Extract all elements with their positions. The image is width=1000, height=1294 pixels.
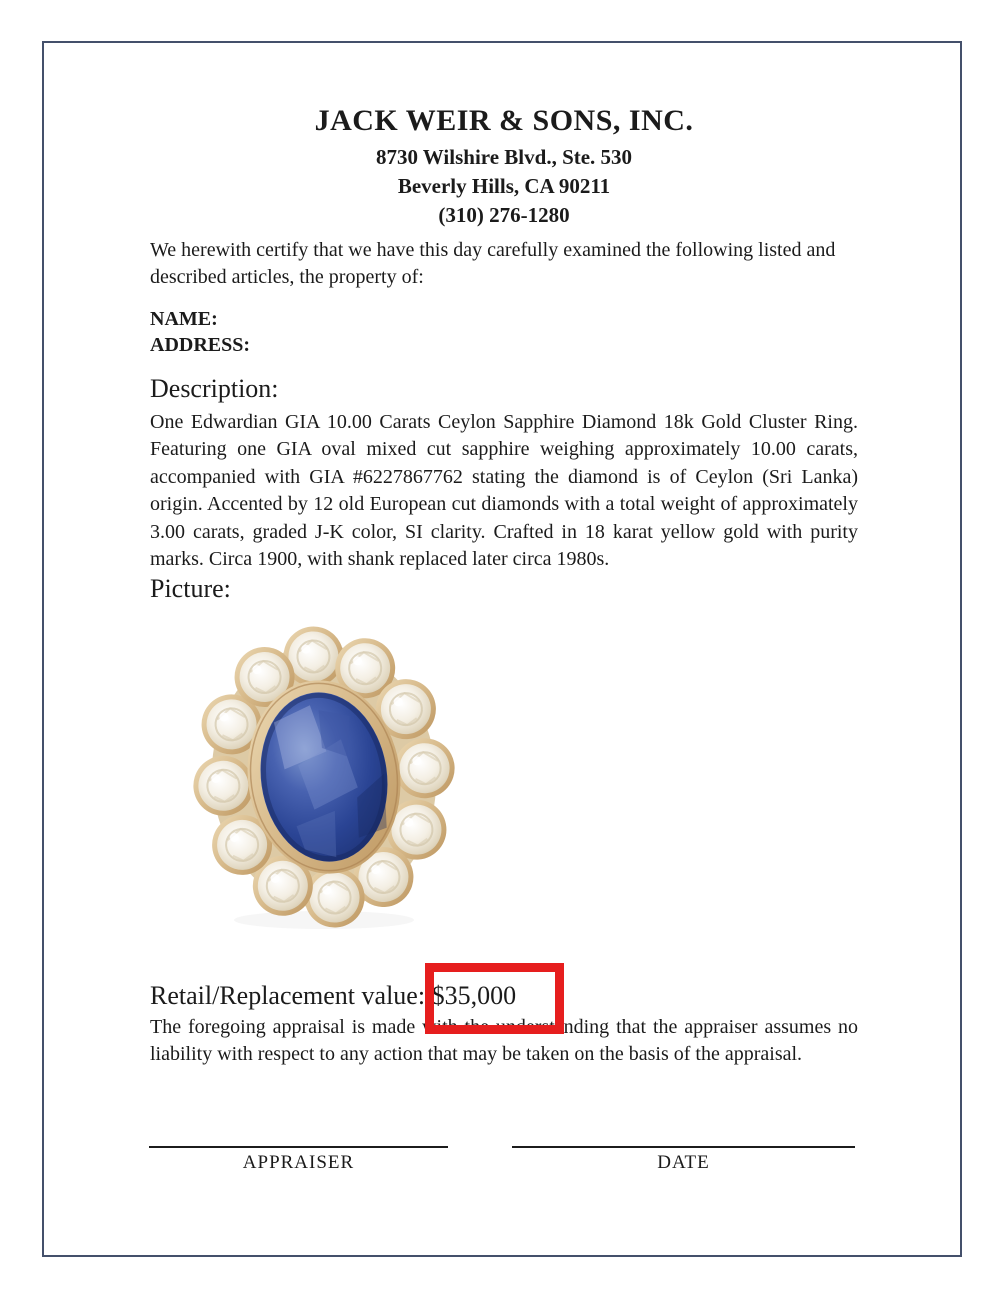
valuation-amount: $35,000 <box>431 981 517 1010</box>
valuation-disclaimer: The foregoing appraisal is made with the understanding that the appraiser assumes no liability with respect to any action that may be taken on the basis of the appraisal. <box>150 1016 858 1065</box>
certification-intro: We herewith certify that we have this day carefully examined the following listed and described articles, the property of: <box>150 239 836 288</box>
date-label: DATE <box>657 1152 710 1173</box>
appraiser-signature-line <box>149 1146 448 1148</box>
description-heading: Description: <box>150 374 279 403</box>
name-label: NAME: <box>150 308 218 330</box>
description-body: One Edwardian GIA 10.00 Carats Ceylon Sapphire Diamond 18k Gold Cluster Ring. Featuring one GIA oval mixed cut sapphire weighing approximately 10.00 carats, accompanied with GIA #6227867762 stating the diamond is of Ceylon (Sri Lanka) origin. Accented by 12 old European cut diamonds with a total weight of approximately 3.00 carats, graded J-K color, SI clarity. Crafted in 18 karat yellow gold with purity marks. Circa 1900, with shank replaced later circa 1980s. <box>150 411 858 571</box>
picture-heading: Picture: <box>150 574 231 603</box>
ring-illustration <box>178 620 470 932</box>
ring-photo <box>178 620 470 932</box>
valuation-line <box>150 981 858 1011</box>
address-line-2: Beverly Hills, CA 90211 <box>397 174 611 198</box>
company-name: JACK WEIR & SONS, INC. <box>314 104 694 137</box>
address-line-1: 8730 Wilshire Blvd., Ste. 530 <box>375 145 633 169</box>
address-label: ADDRESS: <box>150 334 251 356</box>
appraiser-label: APPRAISER <box>242 1152 355 1173</box>
phone-number: (310) 276-1280 <box>438 203 570 227</box>
company-address-block <box>150 143 858 230</box>
owner-labels-block <box>150 306 858 358</box>
valuation-label: Retail/Replacement value: <box>150 981 426 1010</box>
date-signature-line <box>512 1146 855 1148</box>
